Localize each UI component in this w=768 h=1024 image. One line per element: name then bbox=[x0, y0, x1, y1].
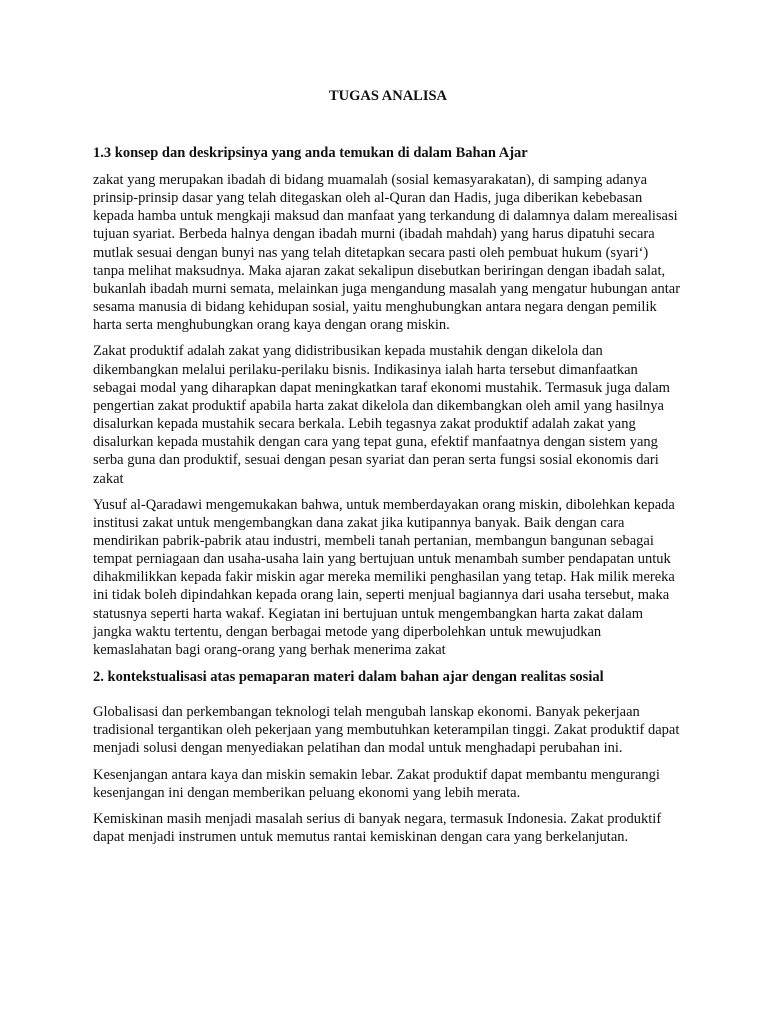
section-2-heading: 2. kontekstualisasi atas pemaparan materi dalam bahan ajar dengan realitas sosial bbox=[93, 669, 604, 686]
section-1-heading: 1.3 konsep dan deskripsinya yang anda temukan di dalam Bahan Ajar bbox=[93, 145, 528, 161]
section-2-paragraph-2: Kesenjangan antara kaya dan miskin semakin lebar. Zakat produktif dapat membantu mengurangi kesenjangan ini dengan memberikan peluang ekonomi yang lebih merata. bbox=[93, 766, 660, 801]
section-2-paragraph-1: Globalisasi dan perkembangan teknologi telah mengubah lanskap ekonomi. Banyak pekerjaan tradisional tergantikan oleh pekerjaan yang membutuhkan keterampilan tinggi. Zakat produktif dapat menjadi solusi dengan menyediakan pelatihan dan modal untuk menghadapi perubahan ini. bbox=[93, 704, 680, 757]
section-1-paragraph-3: Yusuf al-Qaradawi mengemukakan bahwa, untuk memberdayakan orang miskin, dibolehkan kepada institusi zakat untuk mengembangkan dana zakat jika kutipannya banyak. Baik dengan cara mendirikan pabrik-pabrik atau industri, membeli tanah pertanian, membangun bangunan sebagai tempat perniagaan dan usaha-usaha lain yang bertujuan untuk menambah sumber pendapatan untuk dihakmilikkan kepada fakir miskin agar mereka memiliki penghasilan yang tetap. Hak milik mereka ini tidak boleh dipindahkan kepada orang lain, seperti menjual bagiannya dari usaha tersebut, maka statusnya seperti harta wakaf. Kegiatan ini bertujuan untuk mengembangkan harta zakat dalam jangka waktu tertentu, dengan berbagai metode yang diperbolehkan untuk mewujudkan kemaslahatan bagi orang-orang yang berhak menerima zakat bbox=[93, 496, 675, 658]
section-2-paragraph-3: Kemiskinan masih menjadi masalah serius di banyak negara, termasuk Indonesia. Zakat produktif dapat menjadi instrumen untuk memutus rantai kemiskinan dengan cara yang berkelanjutan. bbox=[93, 810, 662, 845]
document-page bbox=[93, 82, 683, 846]
document-title: TUGAS ANALISA bbox=[328, 88, 448, 104]
section-1-paragraph-2: Zakat produktif adalah zakat yang didistribusikan kepada mustahik dengan dikelola dan dikembangkan melalui perilaku-perilaku bisnis. Indikasinya ialah harta tersebut dimanfaatkan sebagai modal yang diharapkan dapat meningkatkan taraf ekonomi mustahik. Termasuk juga dalam pengertian zakat produktif apabila harta zakat dikelola dan dikembangkan oleh amil yang hasilnya disalurkan kepada mustahik secara berkala. Lebih tegasnya zakat produktif adalah zakat yang disalurkan kepada mustahik dengan cara yang tepat guna, efektif manfaatnya dengan sistem yang serba guna dan produktif, sesuai dengan pesan syariat dan peran serta fungsi sosial ekonomis dari zakat bbox=[93, 343, 670, 487]
section-1-paragraph-1: zakat yang merupakan ibadah di bidang muamalah (sosial kemasyarakatan), di samping adanya prinsip-prinsip dasar yang telah ditegaskan oleh al-Quran dan Hadis, juga diberikan kebebasan kepada hamba untuk mengkaji maksud dan manfaat yang terkandung di dalamnya dalam merealisasi tujuan syariat. Berbeda halnya dengan ibadah murni (ibadah mahdah) yang harus dipatuhi secara mutlak sesuai dengan bunyi nas yang telah ditetapkan secara pasti oleh pembuat hukum (syari‘) tanpa melihat maksudnya. Maka ajaran zakat sekalipun disebutkan beriringan dengan ibadah salat, bukanlah ibadah murni semata, melainkan juga mengandung masalah yang mengatur hubungan antar sesama manusia di bidang kehidupan sosial, yaitu menghubungkan antara negara dengan pemilik harta serta menghubungkan orang kaya dengan orang miskin. bbox=[93, 172, 681, 334]
